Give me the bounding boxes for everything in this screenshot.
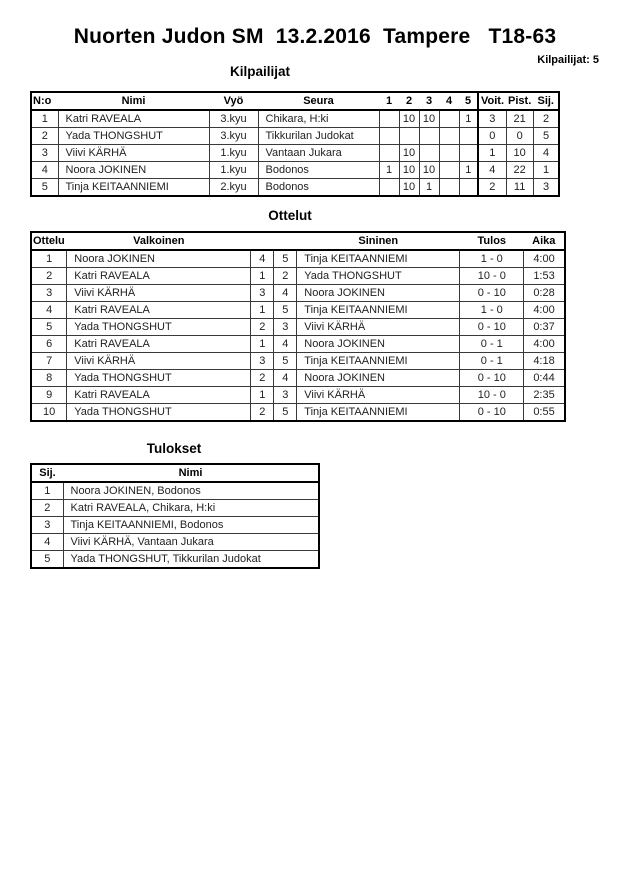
cell: 0:55 [524, 404, 565, 422]
cell: 1 [31, 250, 67, 268]
cell: 1:53 [524, 268, 565, 285]
result-row [31, 551, 319, 569]
cell [459, 128, 478, 145]
cell: Noora JOKINEN [297, 370, 460, 387]
cell: 0 - 10 [460, 370, 524, 387]
cell: 11 [506, 179, 533, 197]
cell: 3 [533, 179, 559, 197]
cell: Yada THONGSHUT, Tikkurilan Judokat [63, 551, 319, 569]
cell: 4:00 [524, 302, 565, 319]
cell [379, 145, 399, 162]
cell: Tinja KEITAANNIEMI [297, 302, 460, 319]
cell: 10 [399, 179, 419, 197]
tulokset-table [30, 463, 320, 569]
cell: 2 [31, 500, 63, 517]
col-header-sij: Sij. [533, 92, 559, 110]
cell: Noora JOKINEN [58, 162, 209, 179]
cell [399, 128, 419, 145]
cell: Tinja KEITAANNIEMI [297, 404, 460, 422]
cell: Viivi KÄRHÄ [297, 387, 460, 404]
cell: 5 [31, 319, 67, 336]
cell: 5 [274, 404, 297, 422]
cell: Tinja KEITAANNIEMI [297, 250, 460, 268]
cell [379, 110, 399, 128]
cell: 10 [399, 110, 419, 128]
cell: 2 [478, 179, 506, 197]
cell: 2 [274, 268, 297, 285]
cell: 3 [274, 387, 297, 404]
cell [439, 145, 459, 162]
cell: 1 [533, 162, 559, 179]
cell: 3 [251, 285, 274, 302]
cell: 3 [31, 145, 58, 162]
cell: Katri RAVEALA, Chikara, H:ki [63, 500, 319, 517]
cell: 0:28 [524, 285, 565, 302]
cell: 3 [31, 517, 63, 534]
cell [379, 179, 399, 197]
col-header-tulos: Tulos [460, 232, 524, 250]
col-header-pist: Pist. [506, 92, 533, 110]
cell: 10 [506, 145, 533, 162]
cell: 0:37 [524, 319, 565, 336]
cell: 3 [251, 353, 274, 370]
cell: 0:44 [524, 370, 565, 387]
competitor-row [31, 179, 559, 197]
cell: Viivi KÄRHÄ [67, 353, 251, 370]
cell: 3 [478, 110, 506, 128]
cell: 4 [31, 534, 63, 551]
cell: 6 [31, 336, 67, 353]
competitor-row [31, 128, 559, 145]
match-row [31, 404, 565, 422]
col-header-empty [274, 232, 297, 250]
col-header-nimi: Nimi [63, 464, 319, 482]
cell: Katri RAVEALA [67, 387, 251, 404]
cell: Viivi KÄRHÄ [67, 285, 251, 302]
cell [419, 128, 439, 145]
cell: Tinja KEITAANNIEMI [297, 353, 460, 370]
col-header-empty [251, 232, 274, 250]
cell: 1 [459, 162, 478, 179]
cell: 2 [251, 319, 274, 336]
cell: 0 - 10 [460, 285, 524, 302]
col-header-4: 4 [439, 92, 459, 110]
cell: 2 [251, 370, 274, 387]
cell: 4 [274, 370, 297, 387]
result-row [31, 534, 319, 551]
match-row [31, 353, 565, 370]
col-header-1: 1 [379, 92, 399, 110]
match-row [31, 387, 565, 404]
cell: 3.kyu [209, 128, 258, 145]
cell: 1 [379, 162, 399, 179]
cell: Yada THONGSHUT [58, 128, 209, 145]
col-header-sininen: Sininen [297, 232, 460, 250]
section-heading-tulokset: Tulokset [146, 441, 202, 456]
cell: 5 [31, 179, 58, 197]
col-header-voit: Voit. [478, 92, 506, 110]
page-title: Nuorten Judon SM 13.2.2016 Tampere T18-63 [73, 25, 557, 48]
cell: Tinja KEITAANNIEMI [58, 179, 209, 197]
cell: Noora JOKINEN [67, 250, 251, 268]
cell: 1 - 0 [460, 302, 524, 319]
col-header-2: 2 [399, 92, 419, 110]
cell: Chikara, H:ki [258, 110, 379, 128]
cell: 3 [274, 319, 297, 336]
cell: 5 [274, 353, 297, 370]
cell [459, 179, 478, 197]
cell: Viivi KÄRHÄ [58, 145, 209, 162]
cell: 10 [399, 162, 419, 179]
cell: Katri RAVEALA [58, 110, 209, 128]
cell: 0 - 10 [460, 319, 524, 336]
cell: 4:00 [524, 250, 565, 268]
cell: 3 [31, 285, 67, 302]
cell: 4 [274, 285, 297, 302]
tulokset-header-row [31, 464, 319, 482]
cell: Noora JOKINEN [297, 336, 460, 353]
competitor-row [31, 110, 559, 128]
cell: Bodonos [258, 162, 379, 179]
cell: Katri RAVEALA [67, 302, 251, 319]
cell [439, 162, 459, 179]
match-row [31, 336, 565, 353]
cell: Yada THONGSHUT [67, 370, 251, 387]
cell: Viivi KÄRHÄ [297, 319, 460, 336]
competitor-count-label: Kilpailijat: 5 [537, 54, 599, 66]
cell: 1 [251, 387, 274, 404]
ottelut-header-row [31, 232, 565, 250]
cell: 10 - 0 [460, 387, 524, 404]
cell: Viivi KÄRHÄ, Vantaan Jukara [63, 534, 319, 551]
cell: 4:18 [524, 353, 565, 370]
cell: 1.kyu [209, 145, 258, 162]
cell: 4 [533, 145, 559, 162]
cell: 2 [31, 268, 67, 285]
cell: 2 [31, 128, 58, 145]
cell: Noora JOKINEN [297, 285, 460, 302]
match-row [31, 285, 565, 302]
cell: Yada THONGSHUT [297, 268, 460, 285]
cell: 2 [533, 110, 559, 128]
match-row [31, 268, 565, 285]
col-header-seura: Seura [258, 92, 379, 110]
cell: 5 [274, 302, 297, 319]
cell: 1 [251, 336, 274, 353]
kilpailijat-table [30, 91, 560, 197]
competitor-row [31, 145, 559, 162]
cell: 1 [251, 268, 274, 285]
kilpailijat-header-row [31, 92, 559, 110]
cell: 9 [31, 387, 67, 404]
cell [439, 179, 459, 197]
section-heading-kilpailijat: Kilpailijat [229, 64, 291, 79]
match-row [31, 319, 565, 336]
result-row [31, 500, 319, 517]
cell [379, 128, 399, 145]
cell: 5 [274, 250, 297, 268]
cell: 8 [31, 370, 67, 387]
cell: 22 [506, 162, 533, 179]
cell: 1 [251, 302, 274, 319]
cell: 1 [31, 110, 58, 128]
cell: 1 [478, 145, 506, 162]
col-header-nimi: Nimi [58, 92, 209, 110]
col-header-aika: Aika [524, 232, 565, 250]
competitor-row [31, 162, 559, 179]
match-row [31, 250, 565, 268]
match-row [31, 302, 565, 319]
cell: Yada THONGSHUT [67, 404, 251, 422]
ottelut-table [30, 231, 566, 422]
cell [439, 110, 459, 128]
cell [439, 128, 459, 145]
cell: 3.kyu [209, 110, 258, 128]
col-header-valkoinen: Valkoinen [67, 232, 251, 250]
cell: Bodonos [258, 179, 379, 197]
cell: 5 [533, 128, 559, 145]
section-heading-ottelut: Ottelut [268, 208, 312, 223]
cell: Vantaan Jukara [258, 145, 379, 162]
cell: Katri RAVEALA [67, 336, 251, 353]
col-header-vyo: Vyö [209, 92, 258, 110]
cell: 10 [399, 145, 419, 162]
cell: Katri RAVEALA [67, 268, 251, 285]
cell [459, 145, 478, 162]
cell: Tikkurilan Judokat [258, 128, 379, 145]
cell: 4:00 [524, 336, 565, 353]
cell: 4 [31, 302, 67, 319]
cell: 21 [506, 110, 533, 128]
col-header-3: 3 [419, 92, 439, 110]
cell: 0 - 1 [460, 353, 524, 370]
result-row [31, 482, 319, 500]
cell: 1 [31, 482, 63, 500]
cell: 2:35 [524, 387, 565, 404]
cell: 10 [419, 110, 439, 128]
cell: 0 [506, 128, 533, 145]
cell: 0 [478, 128, 506, 145]
cell: 10 [419, 162, 439, 179]
cell: 1.kyu [209, 162, 258, 179]
cell: 2 [251, 404, 274, 422]
col-header-5: 5 [459, 92, 478, 110]
result-row [31, 517, 319, 534]
cell: Tinja KEITAANNIEMI, Bodonos [63, 517, 319, 534]
cell: 2.kyu [209, 179, 258, 197]
cell: 10 [31, 404, 67, 422]
cell: 0 - 10 [460, 404, 524, 422]
cell: 5 [31, 551, 63, 569]
match-row [31, 370, 565, 387]
cell: 1 [459, 110, 478, 128]
col-header-ottelu: Ottelu [31, 232, 67, 250]
cell: 10 - 0 [460, 268, 524, 285]
cell: 7 [31, 353, 67, 370]
cell: 4 [31, 162, 58, 179]
cell: 4 [274, 336, 297, 353]
cell: 0 - 1 [460, 336, 524, 353]
cell: 1 [419, 179, 439, 197]
cell: Noora JOKINEN, Bodonos [63, 482, 319, 500]
cell: 1 - 0 [460, 250, 524, 268]
col-header-sij: Sij. [31, 464, 63, 482]
cell: Yada THONGSHUT [67, 319, 251, 336]
cell [419, 145, 439, 162]
cell: 4 [478, 162, 506, 179]
cell: 4 [251, 250, 274, 268]
col-header-no: N:o [31, 92, 58, 110]
